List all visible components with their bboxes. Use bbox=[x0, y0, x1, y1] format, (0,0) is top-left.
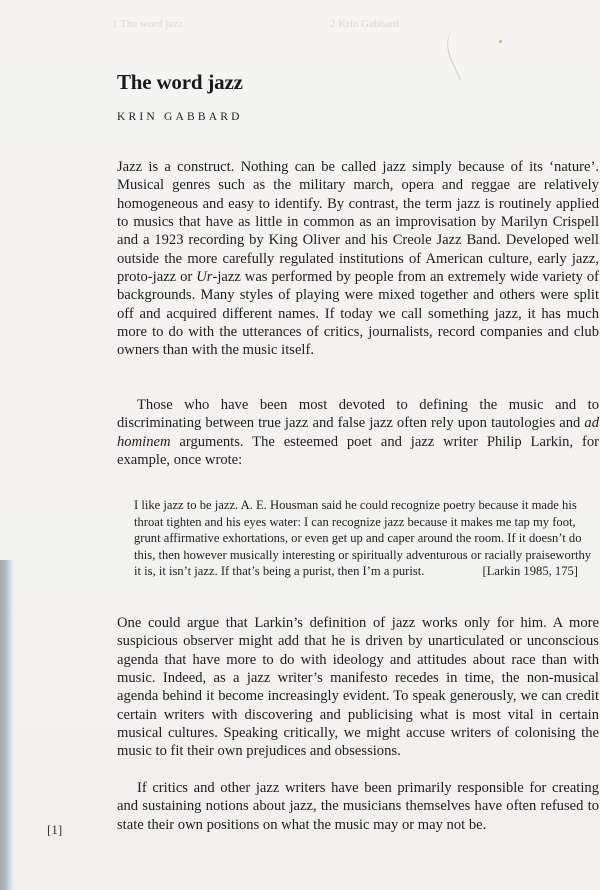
body-paragraph-1 bbox=[117, 158, 599, 360]
italic-term: Ur bbox=[196, 269, 213, 286]
page-edge-shadow bbox=[0, 560, 14, 890]
chapter-title: The word jazz bbox=[117, 70, 243, 94]
paragraph-text: arguments. The esteemed poet and jazz writer Philip Larkin, for example, once wrote: bbox=[117, 433, 599, 469]
paragraph-text: -jazz was performed by people from an extremely wide variety of backgrounds. Many styles of playing were mixed together and others were split off and acquired different names. If today we call something jazz, it has much more to do with the utterances of critics, journalists, record companies and club owners than with the music itself. bbox=[117, 269, 599, 359]
body-paragraph-2 bbox=[117, 396, 599, 469]
running-head-left: 1 The word jazz bbox=[112, 18, 183, 30]
paper-speck bbox=[499, 40, 502, 43]
body-paragraph-4 bbox=[117, 779, 599, 834]
block-quote bbox=[134, 497, 600, 580]
paragraph-text: If critics and other jazz writers have been primarily responsible for creating and sustaining notions about jazz, the musicians themselves have often refused to state their own positions on what the music may or may not be. bbox=[117, 780, 599, 833]
chapter-author: KRIN GABBARD bbox=[117, 111, 243, 123]
quote-citation: [Larkin 1985, 175] bbox=[482, 564, 578, 579]
quote-text: I like jazz to be jazz. A. E. Housman said he could recognize poetry because it made his throat tighten and his eyes water: I can recognize jazz because it makes me tap my foot, grunt affirmative exhortations, or even get up and caper around the room. If it doesn’t do this, then however musically interesting or spiritually adventurous or racially praiseworthy it is, it isn’t jazz. If that’s being a purist, then I’m a purist. bbox=[134, 498, 592, 579]
italic-term: ad hominem bbox=[117, 415, 599, 450]
page-number: [1] bbox=[47, 822, 63, 837]
body-paragraph-3 bbox=[117, 614, 599, 761]
paragraph-text: Jazz is a construct. Nothing can be called jazz simply because of its ‘nature’. Musical genres such as the military march, opera and reggae are relatively homogeneous and easy to identify. By contrast, the term jazz is routinely applied to musics that have as little in common as an improvisation by Marilyn Crispell and a 1923 recording by King Oliver and his Creole Jazz Band. Developed well outside the more carefully regulated institutions of American culture, early jazz, proto-jazz or bbox=[117, 159, 599, 286]
running-head-right: 2 Krin Gabbard bbox=[330, 18, 400, 30]
paragraph-text: One could argue that Larkin’s definition of jazz works only for him. A more suspicious observer might add that he is driven by unarticulated or unconscious agenda that have more to do with ideology and attitudes about race than with music. Indeed, as a jazz writer’s manifesto recedes in time, the non-musical agenda behind it become increasingly evident. To speak generously, we can credit certain writers with discovering and publicising what is most vital in certain musical cultures. Speaking critically, we might accuse writers of colonising the music to fit their own prejudices and obsessions. bbox=[117, 615, 599, 760]
paper-hair bbox=[439, 22, 488, 80]
paragraph-text: Those who have been most devoted to defining the music and to discriminating between true jazz and false jazz often rely upon tautologies and bbox=[117, 397, 599, 432]
